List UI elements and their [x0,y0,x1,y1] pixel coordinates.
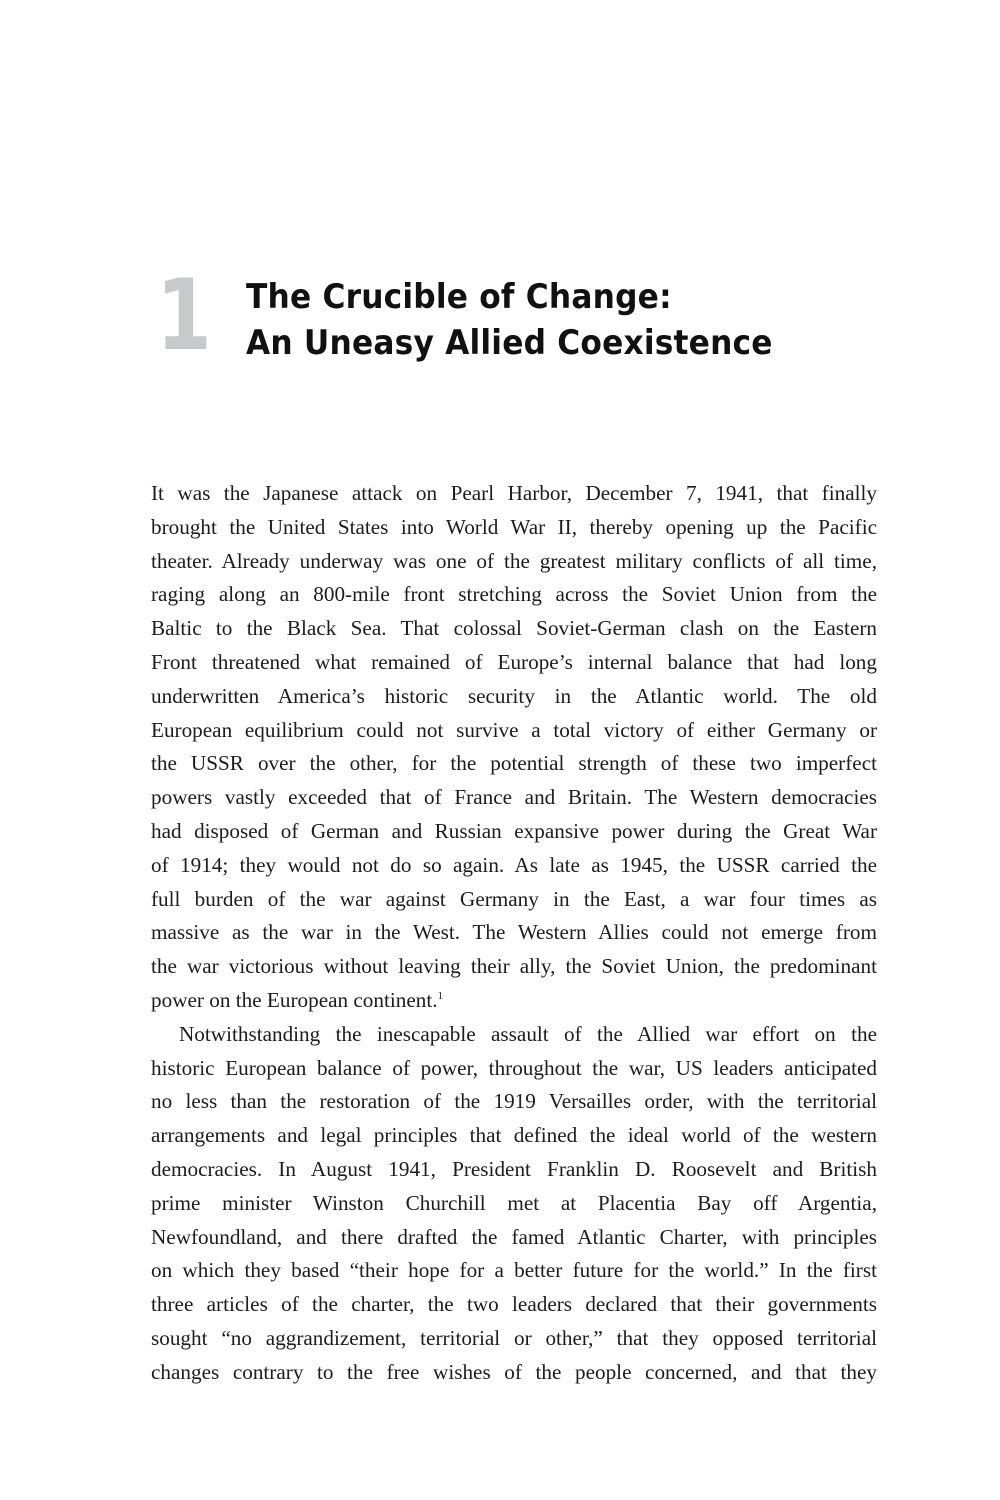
text-line: theater. Already underway was one of the greatest military conflicts of all time, [151,548,877,573]
text-line: Baltic to the Black Sea. That colossal Soviet-German clash on the Eastern [151,616,877,641]
text-line: democracies. In August 1941, President Franklin D. Roosevelt and British [151,1156,877,1181]
text-line: brought the United States into World War II, thereby opening up the Pacific [151,514,877,539]
text-line: European equilibrium could not survive a total victory of either Germany or [151,717,877,742]
text-line: raging along an 800-mile front stretching across the Soviet Union from the [151,582,877,607]
chapter-number: 1 [156,259,212,373]
footnote-reference[interactable]: 1 [437,989,444,1002]
chapter-title-line-1: The Crucible of Change: [246,277,672,317]
chapter-title-line-2: An Uneasy Allied Coexistence [246,323,773,363]
paragraph-1 [151,477,877,1018]
text-line: Newfoundland, and there drafted the famed Atlantic Charter, with principles [151,1224,877,1249]
paragraph-2 [151,1018,877,1390]
text-line-last [151,984,877,1018]
text-line: changes contrary to the free wishes of the people concerned, and that they [151,1359,877,1384]
text-line: on which they based “their hope for a better future for the world.” In the first [151,1258,877,1283]
chapter-header [150,259,850,373]
text-line: underwritten America’s historic security in the Atlantic world. The old [151,683,877,708]
text-line: massive as the war in the West. The Western Allies could not emerge from [151,920,877,945]
text-line: arrangements and legal principles that defined the ideal world of the western [151,1123,877,1148]
text-line: the war victorious without leaving their ally, the Soviet Union, the predominant [151,954,877,979]
text-line: the USSR over the other, for the potential strength of these two imperfect [151,751,877,776]
text-line: powers vastly exceeded that of France and Britain. The Western democracies [151,785,877,810]
text-line: had disposed of German and Russian expansive power during the Great War [151,818,877,843]
text-line: sought “no aggrandizement, territorial or other,” that they opposed territorial [151,1325,877,1350]
text-line: full burden of the war against Germany in the East, a war four times as [151,886,877,911]
text-line: historic European balance of power, throughout the war, US leaders anticipated [151,1055,877,1080]
text-line: Front threatened what remained of Europe’s internal balance that had long [151,649,877,674]
text-line: Notwithstanding the inescapable assault of the Allied war effort on the [179,1021,877,1046]
text-line-content: power on the European continent. [151,987,438,1012]
chapter-title [246,274,818,366]
body-text [151,477,877,1390]
text-line: of 1914; they would not do so again. As late as 1945, the USSR carried the [151,852,877,877]
text-line: no less than the restoration of the 1919 Versailles order, with the territorial [151,1089,877,1114]
text-line: It was the Japanese attack on Pearl Harbor, December 7, 1941, that finally [151,481,877,505]
text-line: prime minister Winston Churchill met at Placentia Bay off Argentia, [151,1190,877,1215]
text-line: three articles of the charter, the two leaders declared that their governments [151,1292,877,1317]
